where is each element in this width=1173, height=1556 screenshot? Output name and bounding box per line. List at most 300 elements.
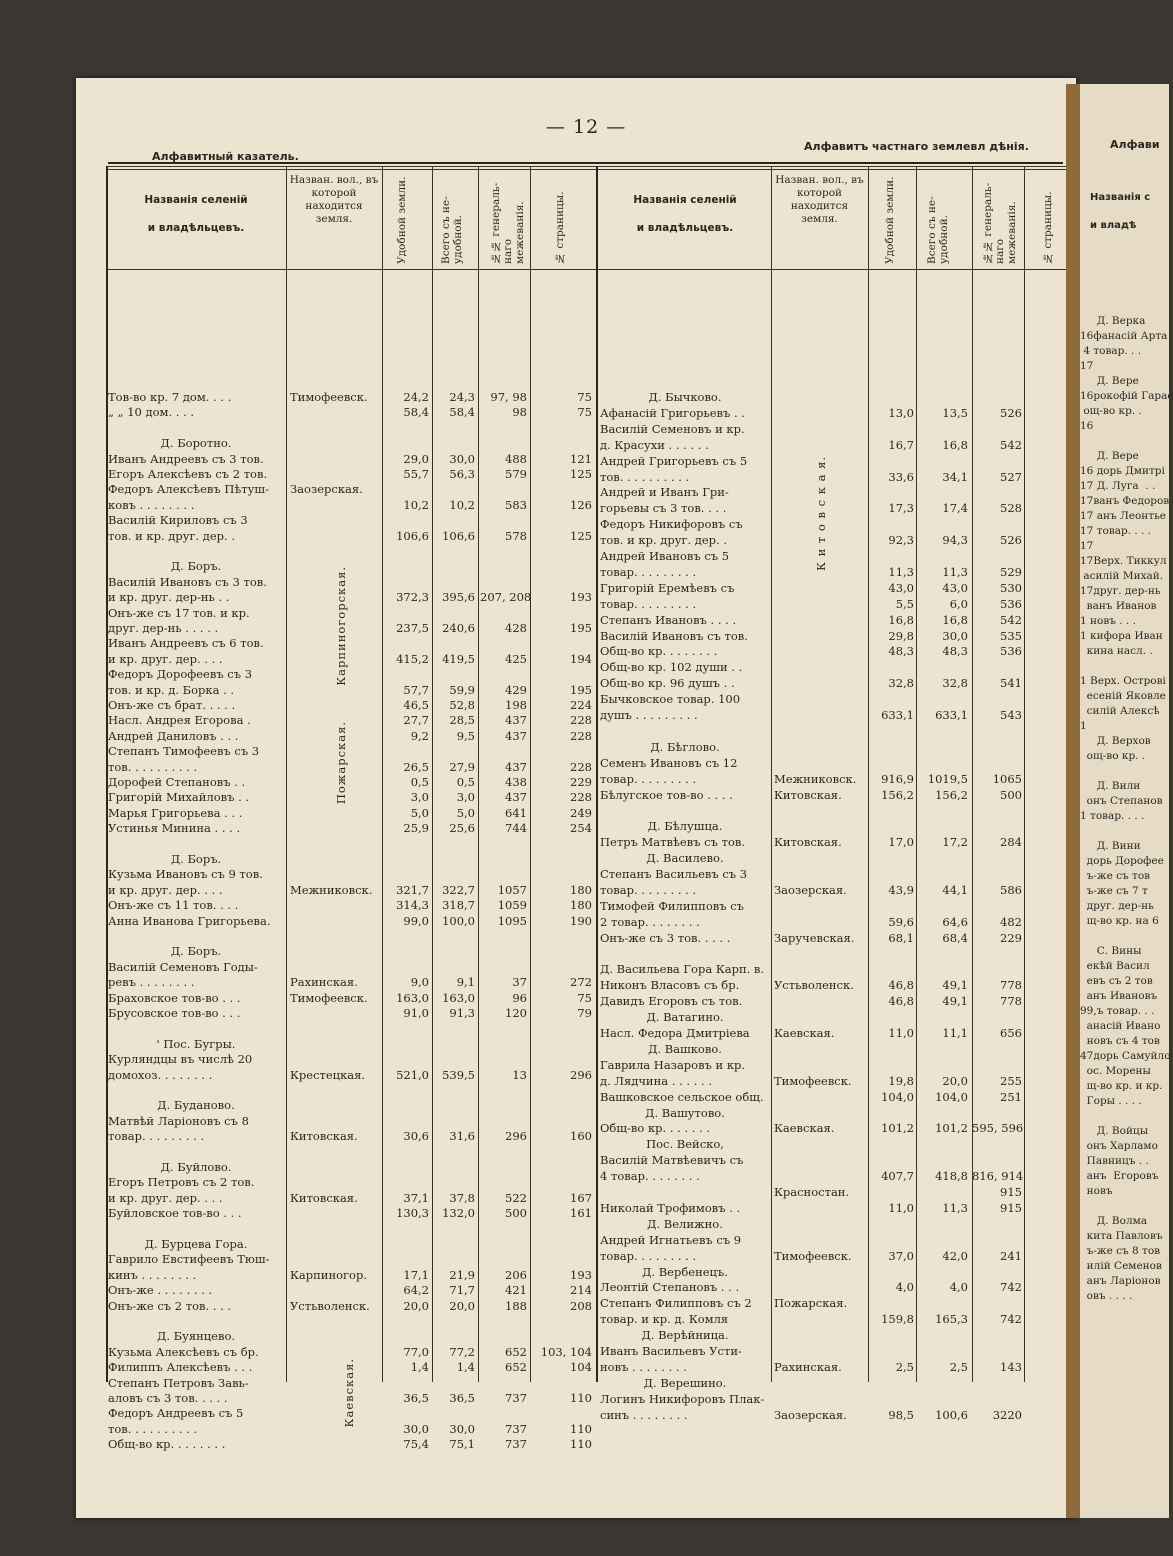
entry-name: Бычковское товар. 100 — [600, 692, 741, 707]
entry-volost: Пожарская. — [774, 1296, 848, 1311]
entry-survey: 97, 98 — [490, 390, 527, 404]
entry-total: 24,3 — [449, 390, 475, 404]
entry-name: ' Пос. Бугры. — [156, 1036, 236, 1051]
section-heading-row — [596, 390, 1071, 405]
table-row — [106, 1021, 594, 1036]
section-heading-row — [596, 851, 1071, 866]
entry-survey: 13 — [512, 1067, 527, 1082]
section-heading-row — [596, 819, 1071, 834]
table-row — [106, 1006, 594, 1021]
entry-arable: 16,8 — [888, 612, 914, 627]
entry-arable: 46,8 — [888, 978, 914, 993]
table-row — [596, 1121, 1071, 1136]
entry-page: 126 — [570, 497, 592, 512]
entry-page: 103, 104 — [540, 1344, 592, 1359]
entry-arable: 33,6 — [888, 469, 914, 484]
entry-name: Курляндцы въ числѣ 20 — [108, 1052, 253, 1067]
col-head-total-right: Всего съ не- удобной. — [926, 196, 950, 264]
entry-name: тов. . . . . . . . . . — [600, 469, 690, 484]
table-row — [596, 406, 1071, 421]
table-row — [596, 1392, 1071, 1407]
entry-total: 49,1 — [942, 994, 968, 1009]
entry-total: 16,8 — [942, 612, 968, 627]
section-heading-row — [596, 1265, 1071, 1280]
table-row — [106, 1391, 594, 1406]
entry-name: Иванъ Андреевъ съ 6 тов. — [108, 636, 264, 651]
entry-total: 44,1 — [942, 882, 968, 897]
table-row — [106, 1083, 594, 1098]
entry-total: 1019,5 — [927, 771, 968, 786]
entry-name: Федоръ Никифоровъ съ — [600, 517, 743, 532]
entry-survey: 744 — [505, 821, 527, 836]
entry-name: Марья Григорьева . . . — [108, 805, 243, 820]
table-row — [596, 947, 1071, 962]
entry-survey: 437 — [505, 759, 527, 774]
table-row — [596, 1249, 1071, 1264]
section-heading-row — [106, 1098, 594, 1113]
table-row — [596, 549, 1071, 564]
table-header-rule — [106, 269, 1071, 270]
entry-volost: Тимофеевск. — [774, 1248, 852, 1263]
entry-survey: 255 — [1000, 1073, 1022, 1088]
entry-page: 224 — [570, 698, 592, 712]
entry-name: 4 товар. . . . . . . . — [600, 1169, 700, 1184]
entry-name: аловъ съ 3 тов. . . . . — [108, 1391, 228, 1405]
entry-survey: 595, 596 — [972, 1121, 1024, 1136]
table-row — [596, 676, 1071, 691]
table-row — [596, 660, 1071, 675]
table-row — [106, 513, 594, 528]
entry-name: Тимофей Филипповъ съ — [600, 898, 744, 913]
table-row — [106, 837, 594, 852]
col-head-total: Всего съ не- удобной. — [440, 196, 464, 264]
entry-name: Общ-во кр. . . . . . . . — [600, 644, 718, 659]
table-row — [596, 692, 1071, 707]
entry-survey: 656 — [1000, 1026, 1022, 1040]
entry-survey: 737 — [505, 1437, 527, 1452]
table-row — [106, 775, 594, 790]
entry-arable: 27,7 — [403, 713, 429, 728]
table-row — [596, 1344, 1071, 1359]
table-row — [596, 931, 1071, 946]
entry-arable: 36,5 — [403, 1391, 429, 1405]
entry-survey: 207, 208 — [480, 590, 532, 605]
entry-arable: 10,2 — [403, 497, 429, 512]
table-row — [106, 729, 594, 744]
table-row — [106, 652, 594, 667]
entry-page: 272 — [570, 975, 592, 990]
entry-page: 296 — [570, 1067, 592, 1082]
table-row — [596, 1296, 1071, 1311]
table-row — [106, 698, 594, 713]
entry-arable: 156,2 — [881, 787, 914, 802]
entry-name: Онъ-же съ 11 тов. . . . — [108, 898, 239, 913]
table-row — [596, 867, 1071, 882]
entry-arable: 314,3 — [396, 898, 429, 913]
entry-arable: 24,2 — [403, 390, 429, 404]
entry-name: Д. Василево. — [646, 851, 724, 866]
entry-arable: 57,7 — [403, 682, 429, 697]
entry-total: 91,3 — [449, 1006, 475, 1020]
adjacent-page-text: Д. Верка 16фанасій Арта 4 товар. . . 17 Д. Вере 16рокофій Гарас ощ-во кр. . 16 Д. Вере 16 дорь Дмитрі 17 Д. Луга . . 17ванъ Федоров 17 анъ Леонтье 17 товар. . . . 17 17Верх. Тиккул асилій Михай. 17друг. дер-нь ванъ Иванов 1 новъ . . . 1 кифора Иван кина насл. . 1 Верх. Острові есеній Яковле силій Алексѣ 1 Д. Верхов ощ-во кр. . Д. Вили онъ Степанов 1 товар. . . . Д. Вини дорь Дорофее ъ-же съ тов ъ-же съ 7 т друг. дер-нь щ-во кр. на 6 С. Вины екѣй Васил евъ съ 2 тов анъ Ивановъ 99,ъ товар. . . анасій Ивано новъ съ 4 тов 47дорь Самуйло ос. Морены щ-во кр. и кр. Горы . . . . Д. Войцы онъ Харламо Павницъ . . анъ Егоровъ новъ Д. Волма кита Павловъ ъ-же съ 8 тов илій Семенов анъ Ларіонов овъ . . . . — [1080, 315, 1173, 1302]
entry-name: 2 товар. . . . . . . . — [600, 914, 700, 929]
table-row — [106, 1268, 594, 1283]
entry-name: Никонъ Власовъ съ бр. — [600, 978, 740, 993]
entry-name: Григорій Михайловъ . . — [108, 790, 250, 805]
entry-page: 180 — [570, 898, 592, 913]
section-heading-row — [106, 1160, 594, 1175]
col-head-volost-right: Назван. вол., въ которой находится земля. — [775, 174, 864, 225]
entry-page: 228 — [570, 759, 592, 774]
entry-name: товар. . . . . . . . . — [108, 1129, 205, 1144]
entry-volost: Красностан. — [774, 1185, 850, 1199]
entry-survey: 522 — [505, 1190, 527, 1205]
table-row — [106, 636, 594, 651]
col-head-pages: № страницы. — [554, 191, 566, 264]
entry-arable: 3,0 — [410, 790, 429, 805]
entry-arable: 321,7 — [396, 882, 429, 897]
table-row — [596, 835, 1071, 850]
entry-arable: 916,9 — [881, 771, 914, 786]
table-row — [596, 883, 1071, 898]
entry-arable: 407,7 — [881, 1169, 914, 1184]
section-heading-row — [106, 436, 594, 451]
entry-name: Вашковское сельское общ. — [600, 1089, 764, 1104]
entry-name: Д. Велижно. — [647, 1216, 723, 1231]
entry-survey: 536 — [1000, 644, 1022, 659]
entry-name: Брусовское тов-во . . . — [108, 1006, 241, 1020]
table-row — [106, 1406, 594, 1421]
running-header-right: Алфавитъ частнаго землевл дѣнія. — [804, 140, 1029, 153]
entry-name: ковъ . . . . . . . . — [108, 497, 195, 512]
entry-total: 49,1 — [942, 978, 968, 993]
entry-arable: 99,0 — [403, 913, 429, 928]
entry-volost: Тимофеевск. — [290, 390, 368, 404]
entry-name: Пос. Вейско, — [646, 1137, 724, 1152]
entry-survey: 530 — [1000, 580, 1022, 595]
table-row — [106, 960, 594, 975]
entry-survey: 527 — [1000, 469, 1022, 484]
col-head-survey-right: №№ генераль- наго межеванія. — [982, 182, 1018, 264]
entry-arable: 106,6 — [396, 528, 429, 543]
entry-name: Общ-во кр. . . . . . . — [600, 1121, 711, 1136]
entry-volost: Тимофеевск. — [290, 990, 368, 1005]
entry-name: Д. Бычково. — [648, 390, 722, 404]
table-row — [596, 756, 1071, 771]
table-row — [596, 708, 1071, 723]
entry-page: 160 — [570, 1129, 592, 1144]
entry-survey: 437 — [505, 790, 527, 805]
table-row — [106, 667, 594, 682]
table-row — [106, 390, 594, 405]
entry-arable: 17,3 — [888, 501, 914, 516]
col-head-volost: Назван. вол., въ которой находится земля. — [289, 174, 379, 225]
entry-name: Кузьма Ивановъ съ 9 тов. — [108, 867, 263, 882]
table-row — [596, 724, 1071, 739]
table-row — [596, 1185, 1071, 1200]
entry-name: товар. и кр. д. Комля — [600, 1312, 729, 1327]
table-top-rule-2 — [106, 169, 1071, 170]
entry-survey: 737 — [505, 1421, 527, 1436]
table-row — [106, 606, 594, 621]
entry-page: 228 — [570, 790, 592, 805]
entry-arable: 4,0 — [895, 1280, 914, 1295]
entry-name: Кузьма Алексѣевъ съ бр. — [108, 1344, 259, 1359]
table-row — [596, 613, 1071, 628]
entry-survey: 437 — [505, 728, 527, 743]
table-row — [106, 1206, 594, 1221]
entry-name: Андрей Ивановъ съ 5 — [600, 549, 730, 563]
table-row — [106, 1191, 594, 1206]
entry-page: 193 — [570, 1267, 592, 1282]
entry-name: Федоръ Андреевъ съ 5 — [108, 1406, 244, 1421]
entry-arable: 9,0 — [410, 975, 429, 990]
table-row — [596, 517, 1071, 532]
entry-survey: 535 — [1000, 628, 1022, 643]
entry-arable: 101,2 — [881, 1121, 914, 1136]
entry-name: ревъ . . . . . . . . — [108, 975, 195, 990]
entry-name: Д. Вашутово. — [645, 1105, 725, 1120]
entry-name: товар. . . . . . . . . — [600, 1248, 697, 1263]
adjacent-page-header: Алфави — [1110, 138, 1160, 151]
entry-survey: 586 — [1000, 882, 1022, 897]
entry-name: Онъ-же съ 2 тов. . . . — [108, 1298, 232, 1313]
entry-total: 25,6 — [449, 821, 475, 836]
entry-arable: 29,8 — [888, 628, 914, 643]
table-row — [596, 978, 1071, 993]
table-row — [596, 803, 1071, 818]
table-row — [106, 1283, 594, 1298]
entry-total: 59,9 — [449, 682, 475, 697]
entry-name: Буйловское тов-во . . . — [108, 1206, 242, 1221]
entry-page: 180 — [570, 882, 592, 897]
entry-page: 229 — [570, 775, 592, 789]
table-row — [106, 452, 594, 467]
entry-name: Петръ Матвѣевъ съ тов. — [600, 835, 746, 850]
table-row — [106, 405, 594, 420]
table-row — [596, 644, 1071, 659]
entry-name: Общ-во кр. 102 души . . — [600, 660, 743, 675]
entry-page: 190 — [570, 913, 592, 928]
entry-name: Федоръ Алексѣевъ Пѣтуш- — [108, 482, 269, 497]
entry-name: Егоръ Петровъ съ 2 тов. — [108, 1175, 255, 1190]
entry-total: 71,7 — [449, 1283, 475, 1298]
col-head-names-line2: и владѣльцевъ. — [147, 222, 245, 234]
entry-arable: 9,2 — [410, 728, 429, 743]
table-row — [106, 914, 594, 929]
index-table — [106, 166, 1071, 1452]
entry-survey: 579 — [505, 467, 527, 481]
entry-name: товар. . . . . . . . . — [600, 882, 697, 897]
entry-name: Бѣлугское тов-во . . . . — [600, 787, 733, 802]
entry-arable: 25,9 — [403, 821, 429, 836]
entry-name: и кр. друг. дер. . . . — [108, 1190, 223, 1205]
entry-volost: Заозерская. — [774, 882, 847, 897]
entry-arable: 5,0 — [410, 805, 429, 820]
entry-survey: 529 — [1000, 564, 1022, 579]
entry-total: 100,6 — [935, 1407, 968, 1422]
entry-name: Онъ-же съ брат. . . . . — [108, 698, 236, 712]
entry-arable: 29,0 — [403, 451, 429, 466]
entry-arable: 130,3 — [396, 1206, 429, 1221]
table-row — [106, 421, 594, 436]
entry-name: Д. Верешино. — [643, 1375, 727, 1390]
entry-volost: Заозерская. — [290, 482, 363, 497]
table-row — [106, 898, 594, 913]
entry-total: 4,0 — [949, 1280, 968, 1295]
entry-name: Николай Трофимовъ . . — [600, 1200, 741, 1215]
table-row — [106, 929, 594, 944]
entry-survey: 37 — [512, 975, 527, 990]
entry-total: 21,9 — [449, 1267, 475, 1282]
entry-total: 27,9 — [449, 759, 475, 774]
entry-name: Гаврила Назаровъ и кр. — [600, 1057, 746, 1072]
table-row — [106, 1299, 594, 1314]
entry-name: Василій Кириловъ съ 3 — [108, 513, 248, 528]
entry-total: 36,5 — [449, 1391, 475, 1405]
entry-arable: 17,0 — [888, 835, 914, 850]
entry-total: 101,2 — [935, 1121, 968, 1136]
entry-arable: 37,0 — [888, 1248, 914, 1263]
table-row — [106, 790, 594, 805]
table-top-rule — [106, 166, 1071, 167]
entry-total: 75,1 — [449, 1437, 475, 1452]
section-heading-row — [596, 1217, 1071, 1232]
volost-vertical-label: К и т о в с к а я. — [814, 456, 828, 571]
entry-survey: 578 — [505, 528, 527, 543]
entry-page: 104 — [570, 1360, 592, 1375]
entry-survey: 1065 — [992, 771, 1022, 786]
entry-page: 110 — [570, 1437, 592, 1452]
entry-volost: Каевская. — [774, 1121, 835, 1136]
page-number: — 12 — — [546, 116, 627, 138]
entry-survey: 284 — [1000, 835, 1022, 850]
entry-total: 30,0 — [449, 1421, 475, 1436]
entry-name: тов. и кр. друг. дер. . — [600, 533, 728, 548]
entry-page: 125 — [570, 467, 592, 481]
entry-total: 56,3 — [449, 467, 475, 481]
table-row — [596, 1201, 1071, 1216]
entry-arable: 13,0 — [888, 405, 914, 420]
entry-page: 208 — [570, 1298, 592, 1313]
entry-page: 195 — [570, 621, 592, 635]
entry-page: 214 — [570, 1283, 592, 1298]
entry-total: 156,2 — [935, 787, 968, 802]
table-row — [106, 1437, 594, 1452]
entry-name: Степанъ Тимофеевъ съ 3 — [108, 744, 260, 759]
entry-name: Андрей и Иванъ Гри- — [600, 485, 729, 500]
entry-name: Василій Семеновъ и кр. — [600, 421, 745, 436]
section-heading-row — [106, 559, 594, 574]
entry-arable: 98,5 — [888, 1407, 914, 1422]
table-row — [106, 529, 594, 544]
table-row — [596, 962, 1071, 977]
entry-total: 132,0 — [442, 1206, 475, 1221]
table-row — [106, 975, 594, 990]
table-row — [596, 1026, 1071, 1041]
table-row — [596, 565, 1071, 580]
entry-total: 58,4 — [449, 405, 475, 420]
table-row — [596, 629, 1071, 644]
entry-name: Д. Буйлово. — [160, 1160, 232, 1174]
entry-total: 0,5 — [456, 775, 475, 789]
table-row — [106, 744, 594, 759]
entry-name: Гаврило Евстифеевъ Тюш- — [108, 1252, 270, 1267]
entry-name: Д. Бѣглово. — [650, 739, 720, 754]
entry-name: Василій Семеновъ Годы- — [108, 959, 258, 974]
entry-arable: 159,8 — [881, 1312, 914, 1327]
table-row — [106, 1175, 594, 1190]
entry-volost: Межниковск. — [774, 771, 857, 786]
table-row — [596, 1312, 1071, 1327]
entry-total: 42,0 — [942, 1248, 968, 1263]
table-row — [106, 713, 594, 728]
entry-arable: 2,5 — [895, 1359, 914, 1374]
entry-total: 9,5 — [456, 728, 475, 743]
entry-volost: Устьволенск. — [290, 1298, 370, 1313]
entry-total: 165,3 — [935, 1312, 968, 1327]
table-row — [596, 1408, 1071, 1423]
entry-name: Василій Ивановъ съ тов. — [600, 628, 748, 643]
entry-arable: 26,5 — [403, 759, 429, 774]
entry-survey: 778 — [1000, 978, 1022, 993]
entry-survey: 428 — [505, 621, 527, 635]
entry-total: 28,5 — [449, 713, 475, 728]
entry-page: 161 — [570, 1206, 592, 1221]
table-row — [106, 467, 594, 482]
entry-survey: 541 — [1000, 676, 1022, 691]
table-row — [596, 438, 1071, 453]
entry-volost: Заручевская. — [774, 930, 855, 945]
entry-survey: 482 — [1000, 914, 1022, 929]
entry-total: 9,1 — [456, 975, 475, 990]
table-row — [106, 1129, 594, 1144]
entry-arable: 77,0 — [403, 1344, 429, 1359]
entry-name: Д. Буянцево. — [156, 1329, 236, 1344]
table-row — [596, 533, 1071, 548]
entry-name: Степанъ Петровъ Завь- — [108, 1375, 249, 1390]
entry-total: 34,1 — [942, 469, 968, 484]
entry-name: кинъ . . . . . . . . — [108, 1267, 197, 1282]
entry-total: 31,6 — [449, 1129, 475, 1144]
table-row — [106, 621, 594, 636]
entry-name: Андрей Григорьевъ съ 5 — [600, 453, 748, 468]
entry-survey: 429 — [505, 682, 527, 697]
table-row — [106, 498, 594, 513]
entry-name: и кр. друг. дер. . . . — [108, 882, 223, 897]
entry-survey: 198 — [505, 698, 527, 712]
entry-survey: 1057 — [497, 882, 527, 897]
entry-survey: 3220 — [992, 1407, 1022, 1422]
table-row — [106, 1345, 594, 1360]
entry-survey: 778 — [1000, 994, 1022, 1009]
entry-survey: 98 — [512, 405, 527, 420]
entry-page: 195 — [570, 682, 592, 697]
entry-page: 254 — [570, 821, 592, 836]
entry-survey: 241 — [1000, 1248, 1022, 1263]
entry-page: 79 — [577, 1006, 592, 1020]
entry-arable: 237,5 — [396, 621, 429, 635]
col-head-names-line2: и владѣльцевъ. — [636, 222, 734, 234]
entry-volost: Китовская. — [774, 787, 842, 802]
entry-arable: 19,8 — [888, 1073, 914, 1088]
entry-name: Семенъ Ивановъ съ 12 — [600, 755, 738, 770]
entry-name: тов. и кр. друг. дер. . — [108, 528, 236, 543]
table-row — [596, 597, 1071, 612]
entry-name: Григорій Еремѣевъ съ — [600, 580, 735, 595]
entry-survey: 188 — [505, 1298, 527, 1313]
entry-name: Степанъ Ивановъ . . . . — [600, 612, 737, 627]
